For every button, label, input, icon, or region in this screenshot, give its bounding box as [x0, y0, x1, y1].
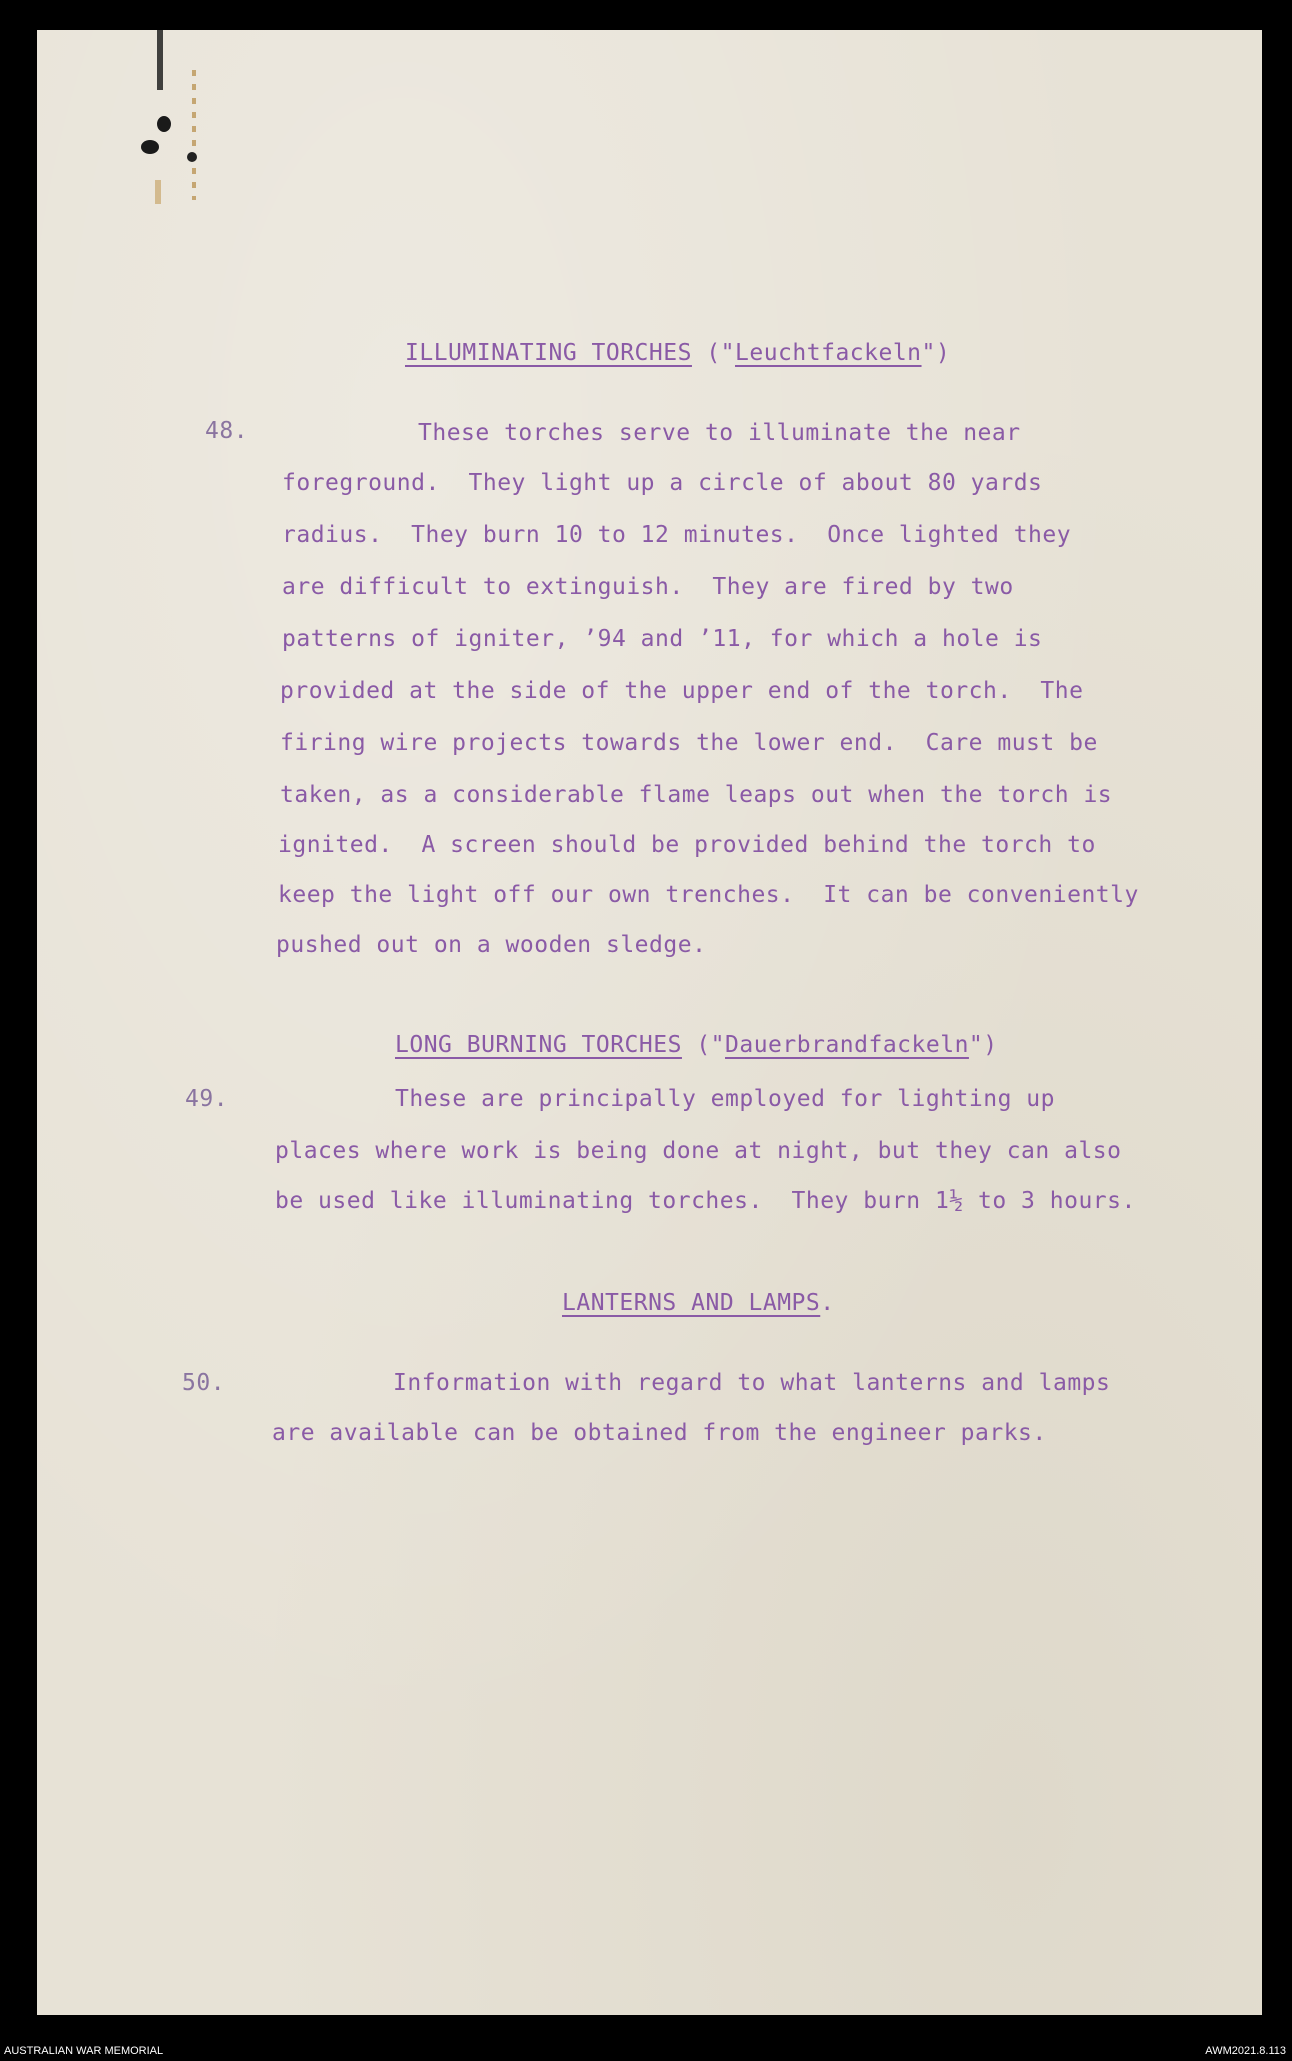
paragraph-line: firing wire projects towards the lower end. Care must be [280, 730, 1098, 756]
rust-stain [155, 180, 161, 204]
paragraph-line: pushed out on a wooden sledge. [276, 932, 707, 958]
section-heading: LANTERNS AND LAMPS. [562, 1290, 835, 1316]
paragraph-number: 48. [205, 418, 249, 444]
paragraph-line: These are principally employed for lighting up [395, 1086, 1055, 1112]
ink-mark [157, 30, 163, 90]
paragraph-line: are available can be obtained from the engineer parks. [272, 1420, 1047, 1446]
rust-stain [192, 70, 196, 200]
paragraph-line: patterns of igniter, ’94 and ’11, for which a hole is [282, 626, 1043, 652]
paragraph-line: foreground. They light up a circle of about 80 yards [282, 470, 1043, 496]
paragraph-number: 50. [182, 1370, 226, 1396]
punch-hole [141, 140, 159, 154]
footer-credit: AUSTRALIAN WAR MEMORIAL [4, 2045, 164, 2057]
paragraph-number: 49. [185, 1086, 229, 1112]
punch-hole [187, 152, 197, 162]
paragraph-line: radius. They burn 10 to 12 minutes. Once lighted they [282, 522, 1072, 548]
paragraph-line: are difficult to extinguish. They are fired by two [282, 574, 1014, 600]
paragraph-line: places where work is being done at night, but they can also [275, 1138, 1122, 1164]
footer-accession-number: AWM2021.8.113 [1205, 2045, 1286, 2057]
paragraph-line: provided at the side of the upper end of the torch. The [280, 678, 1084, 704]
paragraph-line: be used like illuminating torches. They burn 1½ to 3 hours. [275, 1188, 1136, 1214]
paragraph-line: These torches serve to illuminate the near [418, 420, 1021, 446]
section-heading: LONG BURNING TORCHES ("Dauerbrandfackeln") [395, 1032, 998, 1058]
section-heading: ILLUMINATING TORCHES ("Leuchtfackeln") [405, 340, 951, 366]
document-page [37, 30, 1262, 2015]
paragraph-line: keep the light off our own trenches. It can be conveniently [278, 882, 1139, 908]
punch-hole [157, 116, 171, 132]
paragraph-line: Information with regard to what lanterns and lamps [393, 1370, 1111, 1396]
paragraph-line: ignited. A screen should be provided behind the torch to [278, 832, 1096, 858]
paragraph-line: taken, as a considerable flame leaps out when the torch is [280, 782, 1113, 808]
